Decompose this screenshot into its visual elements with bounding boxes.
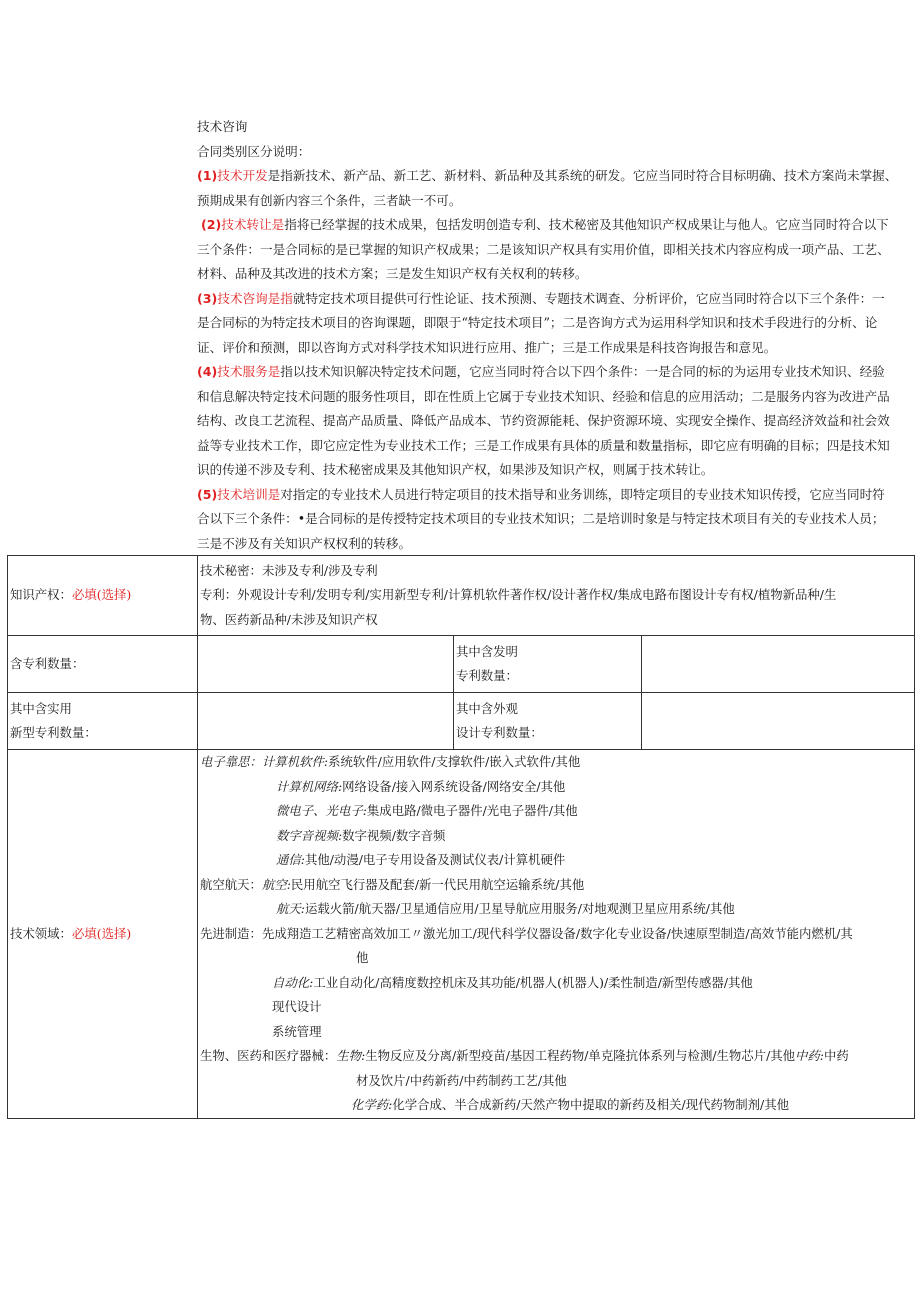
invention-count-input[interactable] [642, 636, 915, 693]
required-marker: 必填(选择) [71, 925, 132, 941]
utility-count-label: 其中含实用 新型专利数量： [8, 693, 198, 750]
item-5-line-1: (5)技术培训是对指定的专业技术人员进行特定项目的技术指导和业务训练，即特定项目的专业技术知识传授，它应当同时符 [197, 486, 885, 502]
item-4-line-2: 和信息解决特定技术问题的服务性项目，即在性质上它属于专业技术知识、经验和信息的应用活动；二是服务内容为改进产品 [197, 388, 890, 404]
item-1-line-2: 预期成果有创新内容三个条件，三者缺一不可。 [197, 192, 462, 208]
patent-count-input[interactable] [198, 636, 454, 693]
table-row [8, 750, 915, 1119]
item-number: (2) [201, 217, 222, 232]
table-row [8, 693, 915, 750]
field-options-cell[interactable]: 电子靠思：计算机软件:系统软件/应用软件/支撑软件/嵌入式软件/其他 计算机网络:网络设备/接入网系统设备/网络安全/其他 微电子、光电子:集成电路/微电子器件/光电子器件/其他 数字音视频:数字视频/数字音频 通信:其他/动漫/电子专用设备及测试仪表/计算机硬件 航空航天：航空:民用航空飞行器及配套/新一代民用航空运输系统/其他 航天:运载火箭/航天器/卫星通信应用/卫星导航应用服务/对地观测卫星应用系统/其他 先进制造：先成翔造工艺精密高效加工〃激光加工/现代科学仪器设备/数字化专业设备/快速原型制造/高效节能内燃机/其 他 自动化:工业自动化/高精度数控机床及其功能/机器人(机器人)/柔性制造/新型传感器/其他 现代设计 系统管理 生物、医药和医疗器械：生物:生物反应及分离/新型疫苗/基因工程药物/单克隆抗体系列与检测/生物芯片/其他中药:中药 材及饮片/中药新药/中药制药工艺/其他 化学药:化学合成、半合成新药/天然产物中提取的新药及相关/现代药物制剂/其他 [198, 750, 915, 1119]
table-row [8, 636, 915, 693]
table-row [8, 556, 915, 636]
form-table [7, 555, 915, 1119]
item-4-line-3: 结构、改良工艺流程、提高产品质量、降低产品成本、节约资源能耗、保护资源环境、实现安全操作、提高经济效益和社会效 [197, 413, 890, 428]
item-2-line-1: (2)技术转让是指将已经掌握的技术成果，包括发明创造专利、技术秘密及其他知识产权成果让与他人。它应当同时符合以下 [201, 217, 889, 232]
item-5-line-3: 三是不涉及有关知识产权权利的转移。 [197, 535, 412, 551]
item-term: 技术咨询是指 [217, 290, 293, 306]
ip-label-cell: 知识产权：必填(选择) [8, 556, 198, 636]
item-number: (4) [197, 364, 218, 379]
item-term: 技术培训是 [217, 486, 281, 502]
item-4-line-5: 识的传递不涉及专利、技术秘密成果及其他知识产权，如果涉及知识产权，则属于技术转让。 [197, 462, 714, 477]
intro-section [197, 115, 920, 556]
item-4-line-1: (4)技术服务是指以技术知识解决特定技术问题，它应当同时符合以下四个条件：一是合同的标的为运用专业技术知识、经验 [197, 364, 885, 379]
required-marker: 必填(选择) [71, 587, 132, 603]
item-term: 技术开发 [217, 168, 268, 183]
invention-count-label: 其中含发明 专利数量： [454, 636, 642, 693]
design-count-label: 其中含外观 设计专利数量： [454, 693, 642, 750]
item-3-line-1: (3)技术咨询是指就特定技术项目提供可行性论证、技术预测、专题技术调查、分析评价，它应当同时符合以下三个条件：一 [197, 290, 885, 306]
section-subheading: 合同类别区分说明： [197, 143, 311, 159]
item-term: 技术转让是 [221, 217, 285, 232]
item-3-line-2: 是合同标的为特定技术项目的咨询课题，即限于“特定技术项目”；二是咨询方式为运用科学知识和技术手段进行的分析、论 [197, 315, 878, 330]
item-number: (1) [197, 168, 218, 183]
patent-count-label: 含专利数量： [8, 636, 198, 693]
item-4-line-4: 益等专业技术工作，即它应定性为专业技术工作；三是工作成果有具体的质量和数量指标，即它应有明确的目标；四是技术知 [197, 437, 890, 453]
field-label-cell: 技术领域：必填(选择) [8, 750, 198, 1119]
item-term: 技术服务是 [217, 364, 281, 379]
item-3-line-3: 证、评价和预测，即以咨询方式对科学技术知识进行应用、推广；三是工作成果是科技咨询报告和意见。 [197, 339, 777, 355]
item-1-line-1: (1)技术开发是指新技术、新产品、新工艺、新材料、新品种及其系统的研发。它应当同时符合目标明确、技术方案尚未掌握、 [197, 168, 898, 183]
item-number: (5) [197, 486, 218, 502]
design-count-input[interactable] [642, 693, 915, 750]
item-5-line-2: 合以下三个条件：•是合同标的是传授特定技术项目的专业技术知识；二是培训时象是与特定技术项目有关的专业技术人员； [197, 511, 885, 526]
item-2-line-2: 三个条件：一是合同标的是已掌握的知识产权成果；二是该知识产权具有实用价值，即相关技术内容应构成一项产品、工艺、 [197, 241, 890, 257]
ip-options-cell[interactable]: 技术秘密：未涉及专利/涉及专利 专利：外观设计专利/发明专利/实用新型专利/计算机软件著作权/设计著作权/集成电路布图设计专有权/植物新品种/生 物、医药新品种/未涉及知识产权 [198, 556, 915, 636]
item-2-line-3: 材料、品种及其改进的技术方案；三是发生知识产权有关权利的转移。 [197, 266, 588, 281]
item-number: (3) [197, 290, 218, 306]
section-heading: 技术咨询 [197, 119, 248, 134]
utility-count-input[interactable] [198, 693, 454, 750]
